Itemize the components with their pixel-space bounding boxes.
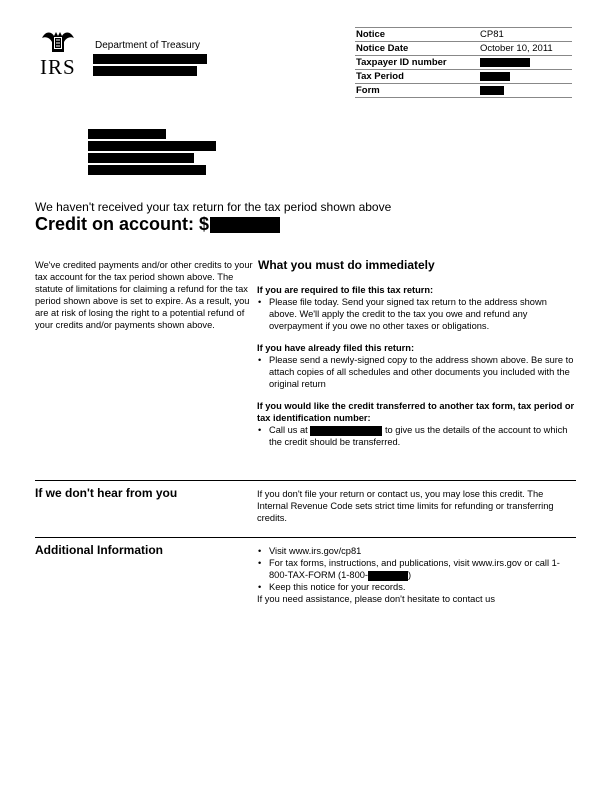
- bullet-icon: •: [258, 297, 262, 307]
- additional-info-title: Additional Information: [35, 543, 163, 557]
- notice-date-label: Notice Date: [355, 42, 479, 56]
- notice-label: Notice: [355, 28, 479, 42]
- taxpayer-id-value: [479, 56, 572, 70]
- tax-period-row: [355, 70, 572, 84]
- visit-link[interactable]: Visit www.irs.gov/cp81: [269, 546, 362, 556]
- bullet-text: Please file today. Send your signed tax return to the address shown above. We'll apply the credit to the tax you owe and refund any overpayment if you owe no other taxes or obligations.: [269, 297, 547, 331]
- form-row: [355, 84, 572, 98]
- redacted-tax-period: [480, 72, 510, 81]
- bullet-item: [257, 424, 575, 448]
- section-heading: If you have already filed this return:: [257, 343, 415, 353]
- tax-period-label: Tax Period: [355, 70, 479, 84]
- section-divider: [35, 537, 576, 538]
- redacted-recipient-line: [88, 153, 194, 163]
- redacted-address-line: [93, 66, 197, 76]
- bullet-icon: •: [258, 558, 262, 568]
- bullet-item: [257, 545, 575, 557]
- bullet-text-before: Call us at: [269, 425, 308, 435]
- no-hear-text: If you don't file your return or contact us, you may lose this credit. The Internal Revenue Code sets strict time limits for refunding or transferring credits.: [257, 489, 554, 523]
- notice-info-table: [355, 27, 572, 98]
- redacted-form: [480, 86, 504, 95]
- section-heading: If you are required to file this tax return:: [257, 285, 434, 295]
- credit-title-text: Credit on account: $: [35, 214, 210, 234]
- bullet-icon: •: [258, 425, 262, 435]
- taxpayer-id-row: [355, 56, 572, 70]
- taxpayer-id-label: Taxpayer ID number: [355, 56, 479, 70]
- irs-logo-text: IRS: [40, 55, 76, 79]
- bullet-item: [257, 581, 575, 593]
- bullet-item: [257, 354, 575, 390]
- bullet-item: [257, 296, 575, 332]
- department-name: Department of Treasury: [95, 40, 201, 51]
- notice-date-value: October 10, 2011: [479, 42, 572, 56]
- no-hear-title: If we don't hear from you: [35, 486, 178, 500]
- tax-period-value: [479, 70, 572, 84]
- redacted-phone-number: [310, 426, 382, 436]
- form-label: Form: [355, 84, 479, 98]
- notice-value: CP81: [479, 28, 572, 42]
- irs-eagle-logo: [40, 28, 80, 56]
- credit-title: [35, 214, 280, 235]
- redacted-recipient-line: [88, 129, 166, 139]
- bullet-text-after: ): [408, 570, 412, 580]
- bullet-icon: •: [258, 355, 262, 365]
- headline: We haven't received your tax return for the tax period shown above: [35, 200, 392, 214]
- credit-explanation: We've credited payments and/or other credits to your tax account for the tax period shown above. The statute of limitations for claiming a refund for the tax period shown above is set to expire. As a result, you are at risk of losing the right to a potential refund of your credits and/or payments shown above.: [35, 260, 253, 330]
- already-filed-section: [257, 342, 575, 390]
- bullet-text-before: For tax forms, instructions, and publications, visit www.irs.gov or call 1-800-TAX-FORM (1-800-: [269, 558, 560, 580]
- bullet-text: Keep this notice for your records.: [269, 582, 406, 592]
- redacted-recipient-line: [88, 141, 216, 151]
- bullet-text-after: to give us the details of the account to which the credit should be transferred.: [269, 425, 568, 447]
- closing-text: If you need assistance, please don't hesitate to contact us: [257, 594, 495, 604]
- transfer-credit-section: [257, 400, 575, 448]
- notice-row: [355, 28, 572, 42]
- bullet-text: Please send a newly-signed copy to the address shown above. Be sure to attach copies of all schedules and other documents you included with the original return: [269, 355, 574, 389]
- notice-date-row: [355, 42, 572, 56]
- redacted-credit-amount: [210, 217, 280, 233]
- section-divider: [35, 480, 576, 481]
- form-value: [479, 84, 572, 98]
- what-to-do-title: What you must do immediately: [258, 258, 435, 272]
- bullet-icon: •: [258, 546, 262, 556]
- section-heading: If you would like the credit transferred to another tax form, tax period or tax identification number:: [257, 401, 575, 423]
- bullet-icon: •: [258, 582, 262, 592]
- redacted-phone-number: [368, 571, 408, 581]
- required-to-file-section: [257, 284, 575, 332]
- redacted-address-line: [93, 54, 207, 64]
- redacted-taxpayer-id: [480, 58, 530, 67]
- redacted-recipient-line: [88, 165, 206, 175]
- additional-info-list: [257, 545, 575, 605]
- bullet-item: [257, 557, 575, 581]
